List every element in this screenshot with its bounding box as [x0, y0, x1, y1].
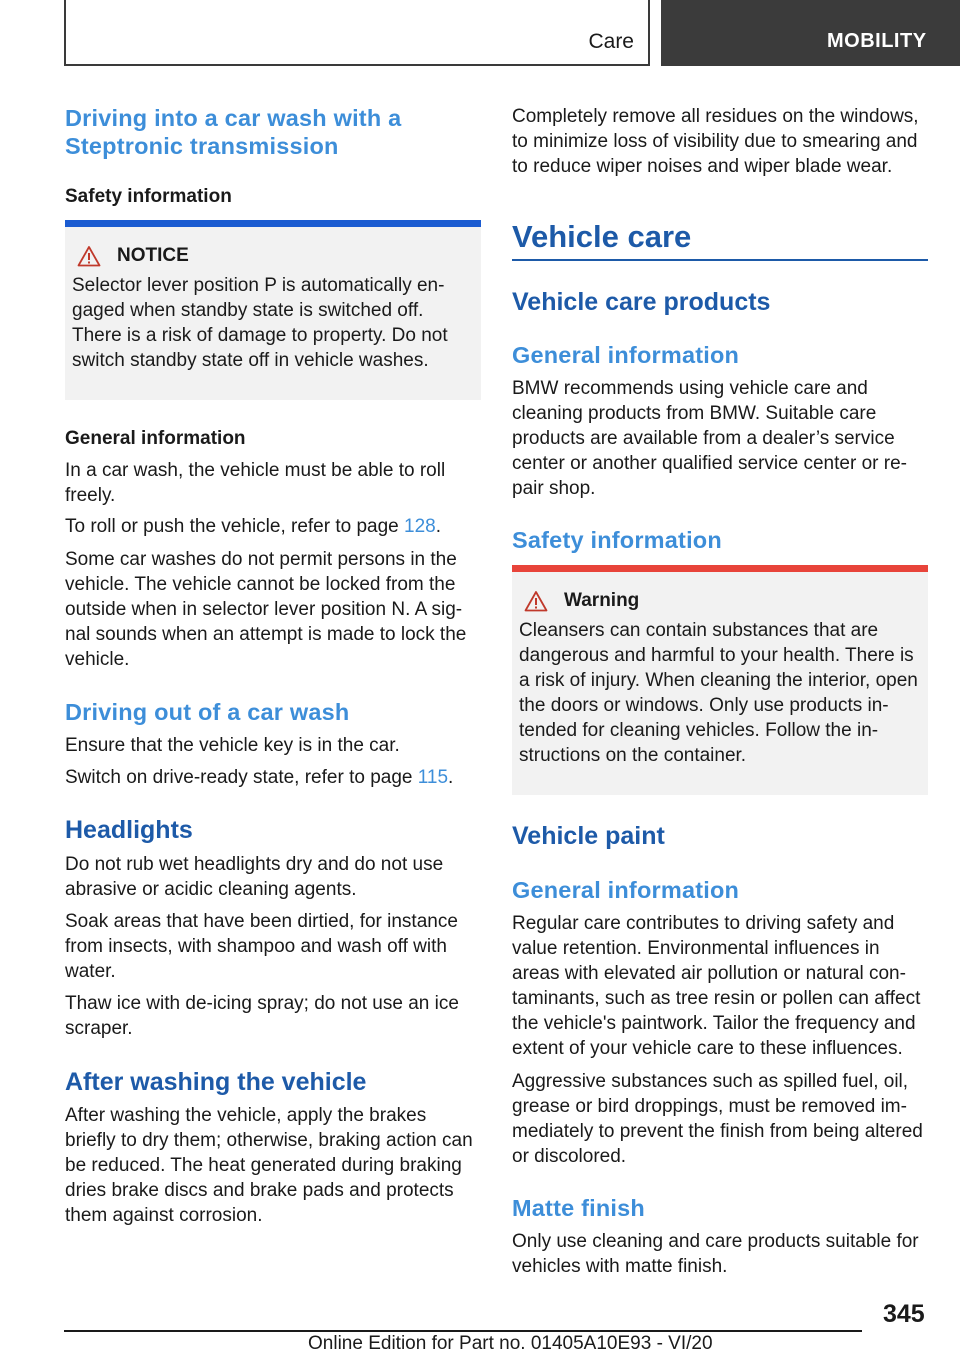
warning-triangle-icon: [524, 590, 548, 612]
paragraph-drive-ready-ref: [65, 765, 481, 790]
paragraph-aggressive-substances: Aggressive substances such as spilled fuel, oil, grease or bird droppings, must be removed immediately to prevent the finish from being altered or discolored.: [512, 1071, 923, 1167]
warning-title: Warning: [564, 590, 640, 611]
heading-driving-out: Driving out of a car wash: [65, 699, 350, 725]
paragraph-headlights-ice: Thaw ice with de-icing spray; do not use an ice scraper.: [65, 993, 459, 1039]
general-information-label: General information: [65, 428, 246, 449]
footer-rule: [64, 1330, 862, 1332]
heading-matte-finish: Matte finish: [512, 1195, 645, 1221]
heading-safety-information: Safety information: [512, 527, 722, 553]
notice-box: [65, 220, 481, 400]
heading-vehicle-paint: Vehicle paint: [512, 822, 665, 850]
paragraph-persons-in-vehicle: Some car washes do not permit persons in the vehicle. The vehicle cannot be locked from the outside when in selector lever position N. A signal sounds when an attempt is made to lock the vehicle.: [65, 549, 467, 670]
heading-general-information-paint: General information: [512, 877, 740, 903]
heading-after-washing: After washing the vehicle: [65, 1068, 367, 1096]
paragraph-drive-ready-period: .: [448, 767, 454, 788]
paragraph-vehicle-key: Ensure that the vehicle key is in the car.: [65, 735, 400, 756]
page-link-115[interactable]: 115: [417, 767, 449, 788]
notice-title-row: [72, 245, 473, 267]
header-chapter-tab[interactable]: MOBILITY: [661, 0, 960, 66]
heading-vehicle-care: Vehicle care: [512, 219, 692, 254]
page-link-128[interactable]: 128: [404, 516, 436, 537]
warning-triangle-icon: [77, 245, 101, 267]
paragraph-headlights-rub: Do not rub wet headlights dry and do not use abrasive or acidic cleaning agents.: [65, 854, 444, 900]
safety-information-label: Safety information: [65, 186, 232, 207]
paragraph-headlights-soak: Soak areas that have been dirtied, for instance from insects, with shampoo and wash off with water.: [65, 911, 458, 982]
paragraph-roll-push-period: .: [435, 516, 442, 537]
paragraph-roll-push-text: To roll or push the vehicle, refer to page: [65, 516, 405, 537]
heading-vehicle-care-products: Vehicle care products: [512, 288, 771, 316]
heading-general-information-products: General information: [512, 342, 740, 368]
paragraph-roll-freely: In a car wash, the vehicle must be able to roll freely.: [65, 460, 446, 506]
paragraph-after-washing: After washing the vehicle, apply the brakes briefly to dry them; otherwise, braking action can be reduced. The heat generated during braking dries brake discs and brake pads and protects them against corrosion.: [65, 1105, 473, 1226]
section-rule: [512, 259, 928, 261]
paragraph-paint-care: Regular care contributes to driving safety and value retention. Environmental influences in areas with elevated air pollution or natural contaminants, such as tree resin or pollen can affect the vehicle's paintwork. Tailor the frequency and extent of your vehicle care to these influences.: [512, 913, 921, 1059]
warning-text: Cleansers can contain substances that are dangerous and harmful to your health. There is a risk of injury. When cleaning the interior, open the doors or windows. Only use products intended for cleaning vehicles. Follow the instructions on the container.: [519, 620, 918, 766]
notice-text: Selector lever position P is automatically engaged when standby state is switched off. There is a risk of damage to property. Do not switch standby state off in vehicle washes.: [72, 275, 448, 371]
paragraph-remove-residues: Completely remove all residues on the windows, to minimize loss of visibility due to smearing and to reduce wiper noises and wiper blade wear.: [512, 106, 919, 177]
page-number: 345: [883, 1300, 925, 1328]
paragraph-care-products: BMW recommends using vehicle care and cleaning products from BMW. Suitable care products are available from a dealer’s service center or another qualified service center or repair shop.: [512, 378, 907, 499]
heading-car-wash-steptronic: Driving into a car wash with a Steptronic transmission: [65, 105, 402, 159]
header-frame: [64, 0, 650, 66]
heading-headlights: Headlights: [65, 816, 193, 844]
paragraph-matte-finish: Only use cleaning and care products suitable for vehicles with matte finish.: [512, 1231, 919, 1277]
paragraph-drive-ready-text: Switch on drive-ready state, refer to page: [65, 767, 418, 788]
warning-title-row: [519, 590, 920, 612]
header-section-title: Care: [588, 30, 634, 53]
edition-footer: Online Edition for Part no. 01405A10E93 - VI/20: [308, 1333, 713, 1354]
notice-title: NOTICE: [117, 245, 189, 266]
paragraph-roll-push-ref: [65, 514, 481, 539]
warning-box: [512, 565, 928, 795]
